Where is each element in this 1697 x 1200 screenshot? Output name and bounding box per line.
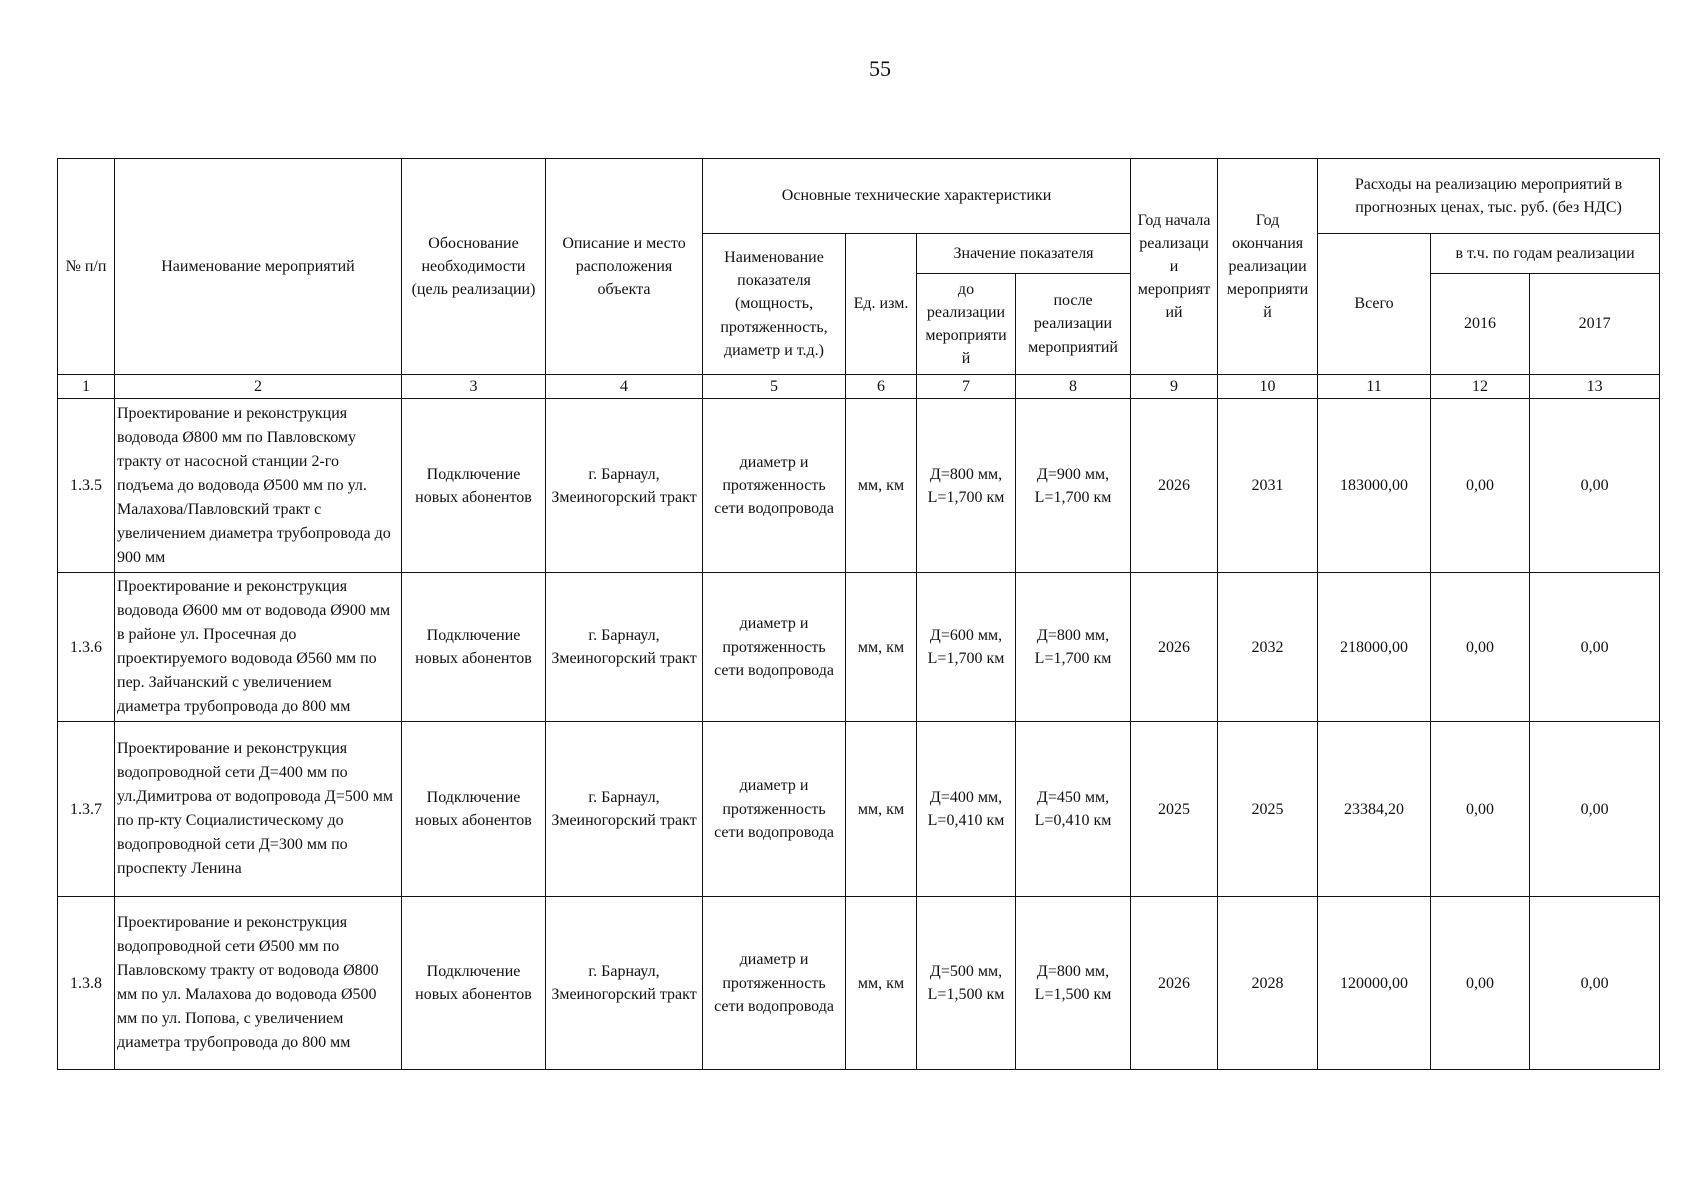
start-year: 2026	[1131, 399, 1218, 573]
location: г. Барнаул, Змеиногорский тракт	[546, 722, 703, 897]
total-cost: 183000,00	[1318, 399, 1431, 573]
value-after: Д=900 мм, L=1,700 км	[1016, 399, 1131, 573]
col-header-year-2016: 2016	[1431, 274, 1530, 375]
end-year: 2031	[1218, 399, 1318, 573]
col-header-name: Наименование мероприятий	[115, 159, 402, 375]
end-year: 2028	[1218, 897, 1318, 1070]
value-before: Д=500 мм, L=1,500 км	[917, 897, 1016, 1070]
column-number: 6	[846, 375, 917, 399]
cost-2017: 0,00	[1530, 573, 1660, 722]
start-year: 2025	[1131, 722, 1218, 897]
table-row	[58, 897, 1660, 1070]
value-after: Д=800 мм, L=1,500 км	[1016, 897, 1131, 1070]
measure-name: Проектирование и реконструкция водовода Ø600 мм от водовода Ø900 мм в районе ул. Просечная до проектируемого водовода Ø560 мм по пер. Зайчанский с увеличением диаметра трубопровода до 800 мм	[115, 573, 402, 722]
col-header-value-group: Значение показателя	[917, 234, 1131, 274]
column-number: 1	[58, 375, 115, 399]
cost-2017: 0,00	[1530, 722, 1660, 897]
measures-table	[57, 158, 1660, 1070]
column-number: 9	[1131, 375, 1218, 399]
total-cost: 218000,00	[1318, 573, 1431, 722]
end-year: 2025	[1218, 722, 1318, 897]
justification: Подключение новых абонентов	[402, 399, 546, 573]
end-year: 2032	[1218, 573, 1318, 722]
indicator: диаметр и протяженность сети водопровода	[703, 399, 846, 573]
table-row	[58, 573, 1660, 722]
col-header-tech-group: Основные технические характеристики	[703, 159, 1131, 234]
cost-2017: 0,00	[1530, 897, 1660, 1070]
row-number: 1.3.7	[58, 722, 115, 897]
col-header-total: Всего	[1318, 234, 1431, 375]
measure-name: Проектирование и реконструкция водопроводной сети Д=400 мм по ул.Димитрова от водопровода Д=500 мм по пр-кту Социалистическому до водопроводной сети Д=300 мм по проспекту Ленина	[115, 722, 402, 897]
value-before: Д=800 мм, L=1,700 км	[917, 399, 1016, 573]
col-header-justification: Обоснование необходимости (цель реализации)	[402, 159, 546, 375]
header-row-1	[58, 159, 1660, 234]
justification: Подключение новых абонентов	[402, 573, 546, 722]
unit: мм, км	[846, 573, 917, 722]
indicator: диаметр и протяженность сети водопровода	[703, 897, 846, 1070]
value-after: Д=450 мм, L=0,410 км	[1016, 722, 1131, 897]
indicator: диаметр и протяженность сети водопровода	[703, 722, 846, 897]
col-header-end-year: Год окончания реализации мероприяти й	[1218, 159, 1318, 375]
column-number: 2	[115, 375, 402, 399]
total-cost: 120000,00	[1318, 897, 1431, 1070]
cost-2016: 0,00	[1431, 897, 1530, 1070]
col-header-year-2017: 2017	[1530, 274, 1660, 375]
cost-2016: 0,00	[1431, 573, 1530, 722]
indicator: диаметр и протяженность сети водопровода	[703, 573, 846, 722]
row-number: 1.3.8	[58, 897, 115, 1070]
unit: мм, км	[846, 722, 917, 897]
column-number: 8	[1016, 375, 1131, 399]
column-number: 5	[703, 375, 846, 399]
total-cost: 23384,20	[1318, 722, 1431, 897]
table-row	[58, 399, 1660, 573]
value-before: Д=400 мм, L=0,410 км	[917, 722, 1016, 897]
measure-name: Проектирование и реконструкция водовода Ø800 мм по Павловскому тракту от насосной станции 2-го подъема до водовода Ø500 мм по ул. Малахова/Павловский тракт с увеличением диаметра трубопровода до 900 мм	[115, 399, 402, 573]
column-number: 11	[1318, 375, 1431, 399]
start-year: 2026	[1131, 573, 1218, 722]
column-number-row	[58, 375, 1660, 399]
col-header-unit: Ед. изм.	[846, 234, 917, 375]
col-header-indicator-name: Наименование показателя (мощность, протяженность, диаметр и т.д.)	[703, 234, 846, 375]
col-header-num: № п/п	[58, 159, 115, 375]
col-header-after: после реализации мероприятий	[1016, 274, 1131, 375]
column-number: 10	[1218, 375, 1318, 399]
col-header-location: Описание и место расположения объекта	[546, 159, 703, 375]
cost-2017: 0,00	[1530, 399, 1660, 573]
column-number: 4	[546, 375, 703, 399]
unit: мм, км	[846, 897, 917, 1070]
col-header-costs-group: Расходы на реализацию мероприятий в прогнозных ценах, тыс. руб. (без НДС)	[1318, 159, 1660, 234]
page-number: 55	[869, 56, 891, 81]
column-number: 7	[917, 375, 1016, 399]
value-before: Д=600 мм, L=1,700 км	[917, 573, 1016, 722]
table-row	[58, 722, 1660, 897]
col-header-by-years: в т.ч. по годам реализации	[1431, 234, 1660, 274]
col-header-start-year: Год начала реализаци и мероприят ий	[1131, 159, 1218, 375]
row-number: 1.3.6	[58, 573, 115, 722]
column-number: 13	[1530, 375, 1660, 399]
start-year: 2026	[1131, 897, 1218, 1070]
cost-2016: 0,00	[1431, 399, 1530, 573]
column-number: 3	[402, 375, 546, 399]
measure-name: Проектирование и реконструкция водопроводной сети Ø500 мм по Павловскому тракту от водовода Ø800 мм по ул. Малахова до водовода Ø500 мм по ул. Попова, с увеличением диаметра трубопровода до 800 мм	[115, 897, 402, 1070]
location: г. Барнаул, Змеиногорский тракт	[546, 897, 703, 1070]
column-number: 12	[1431, 375, 1530, 399]
cost-2016: 0,00	[1431, 722, 1530, 897]
location: г. Барнаул, Змеиногорский тракт	[546, 399, 703, 573]
justification: Подключение новых абонентов	[402, 897, 546, 1070]
col-header-before: до реализации мероприяти й	[917, 274, 1016, 375]
value-after: Д=800 мм, L=1,700 км	[1016, 573, 1131, 722]
unit: мм, км	[846, 399, 917, 573]
justification: Подключение новых абонентов	[402, 722, 546, 897]
row-number: 1.3.5	[58, 399, 115, 573]
location: г. Барнаул, Змеиногорский тракт	[546, 573, 703, 722]
